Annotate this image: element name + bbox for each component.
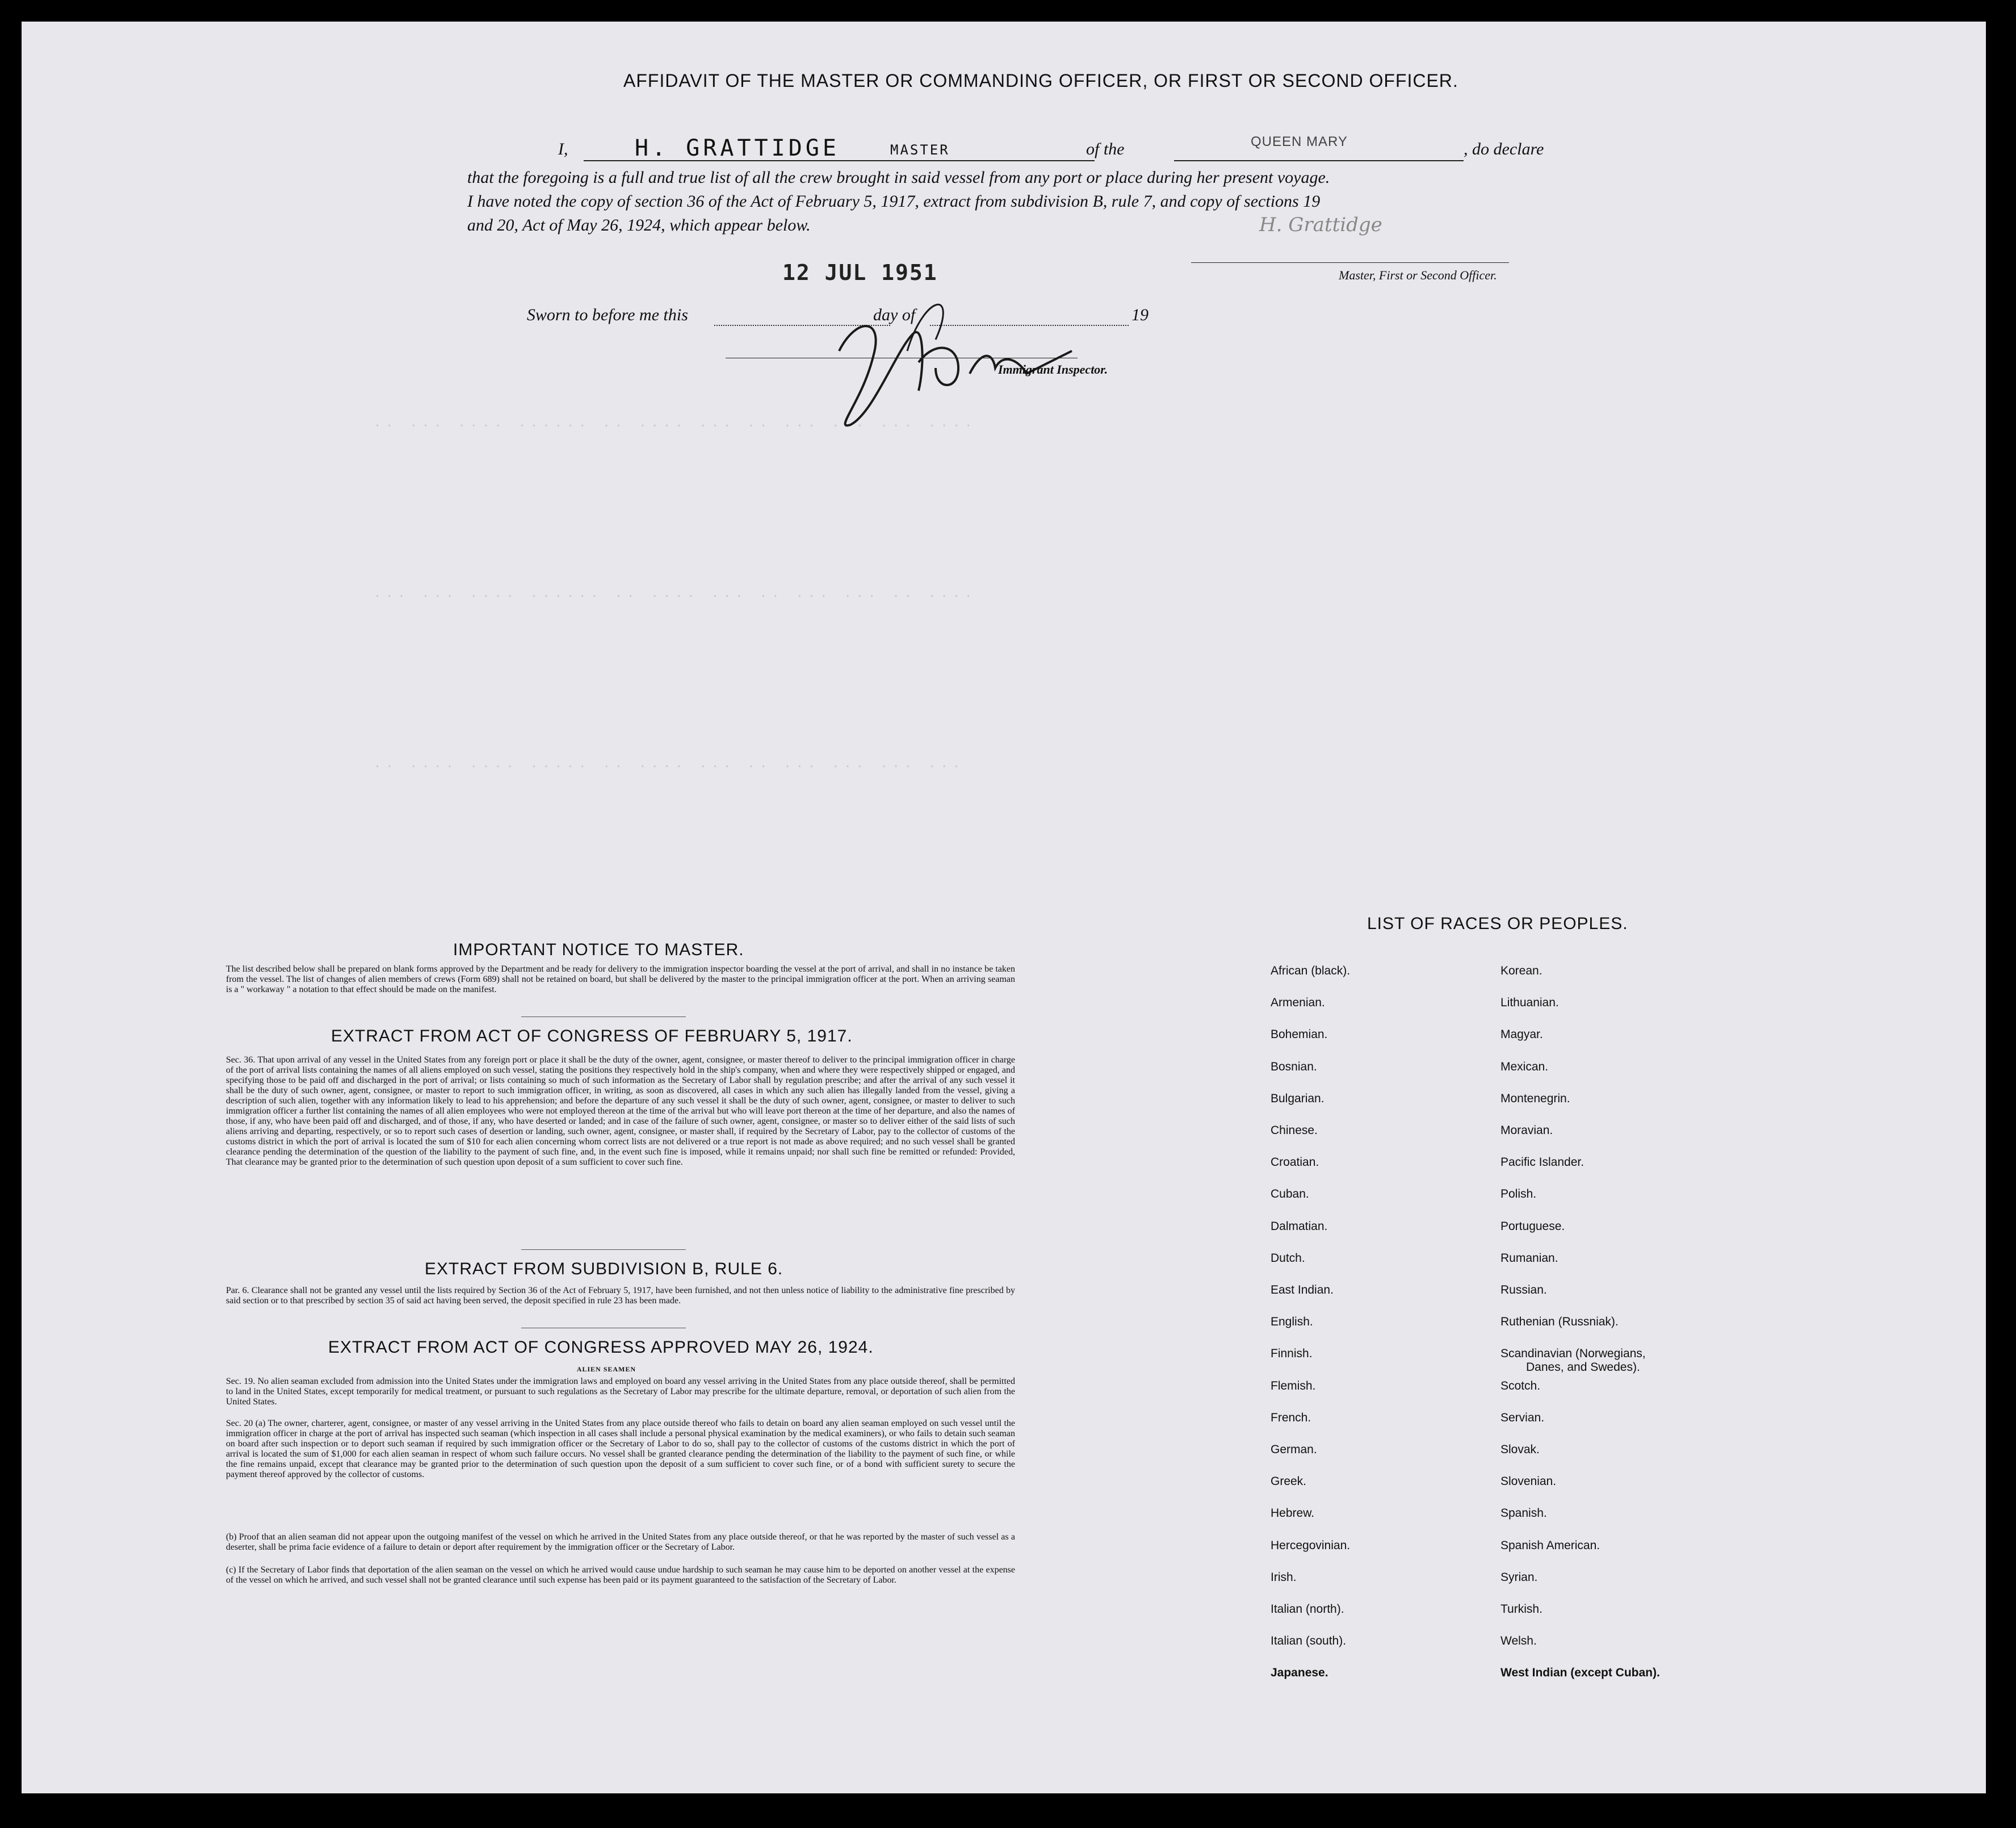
- race-item: East Indian.: [1271, 1283, 1334, 1296]
- race-item: Montenegrin.: [1501, 1091, 1570, 1105]
- race-item: Ruthenian (Russniak).: [1501, 1315, 1619, 1329]
- race-item: Lithuanian.: [1501, 996, 1559, 1010]
- race-item: Bohemian.: [1271, 1028, 1328, 1041]
- vessel-line: [1174, 160, 1464, 161]
- race-item: Slovak.: [1501, 1443, 1540, 1456]
- rule-6-text: Par. 6. Clearance shall not be granted any vessel until the lists required by Section 36 of the Act of February 5, 1917, have been furnished, and not then unless notice of liability to the administrative fine prescribed by said section or to that prescribed by section 35 of said act having been served, the deposit specified in rule 23 has been made.: [226, 1286, 1015, 1306]
- race-item: Servian.: [1501, 1411, 1545, 1424]
- race-item: Dalmatian.: [1271, 1219, 1328, 1233]
- race-item: Moravian.: [1501, 1124, 1553, 1137]
- notice-title: IMPORTANT NOTICE TO MASTER.: [453, 940, 744, 959]
- affidavit-line-2: that the foregoing is a full and true list of all the crew brought in said vessel from any port or place during her present voyage.: [467, 168, 1330, 187]
- race-item: Flemish.: [1271, 1379, 1316, 1392]
- race-item: Polish.: [1501, 1187, 1537, 1201]
- sec-20c-text: (c) If the Secretary of Labor finds that deportation of the alien seaman on the vessel on which he arrived would cause undue hardship to such seaman he may cause him to be deported on another vessel at the expense of the vessel on which he arrived, and such vessel shall not be granted clearance until such expense has been paid or its payment guaranteed to the satisfaction of the Secretary of Labor.: [226, 1565, 1015, 1585]
- race-item-continuation: Danes, and Swedes).: [1526, 1361, 1640, 1374]
- sworn-text: Sworn to before me this: [527, 306, 688, 324]
- alien-seamen-subtitle: ALIEN SEAMEN: [576, 1365, 636, 1373]
- race-item: Scandinavian (Norwegians,: [1501, 1347, 1646, 1361]
- document-page: [22, 22, 1986, 1793]
- race-item: Russian.: [1501, 1283, 1547, 1296]
- race-item: Syrian.: [1501, 1570, 1538, 1584]
- race-item: Pacific Islander.: [1501, 1156, 1585, 1169]
- race-item: Finnish.: [1271, 1347, 1313, 1361]
- race-item: Bulgarian.: [1271, 1091, 1325, 1105]
- act-1917-title: EXTRACT FROM ACT OF CONGRESS OF FEBRUARY 5, 1917.: [331, 1027, 853, 1045]
- date-stamp: 12 JUL 1951: [782, 260, 938, 285]
- master-caption: Master, First or Second Officer.: [1339, 268, 1497, 282]
- master-signature-line: [1191, 262, 1509, 263]
- bleed-through: ·· ···· ···· ····· ·· ···· ··· ·· ··· ··· ··· ···: [374, 760, 965, 774]
- race-item: Armenian.: [1271, 996, 1325, 1010]
- race-item: German.: [1271, 1443, 1317, 1456]
- race-item: Portuguese.: [1501, 1219, 1565, 1233]
- day-of-text: day of: [873, 306, 916, 324]
- bleed-through: ··· ··· ···· ······ ·· ···· ··· ·· ··· ··· ·· ····: [374, 589, 977, 604]
- year-prefix: 19: [1131, 306, 1149, 324]
- rule-6-title: EXTRACT FROM SUBDIVISION B, RULE 6.: [425, 1260, 783, 1278]
- race-item: Greek.: [1271, 1475, 1307, 1488]
- sec-20a-text: Sec. 20 (a) The owner, charterer, agent, consignee, or master of any vessel arriving in the United States from any place outside thereof who fails to detain on board any alien seaman employed on such vessel until the immigration officer in charge at the port of arrival has inspected such seaman (which inspection in all cases shall include a personal physical examination by the medical examiners), or who fails to detain such seaman on board after such inspection or to deport such seaman if required by such immigration officer or the Secretary of Labor to do so, shall pay to the collector of customs of the customs district in which the port of arrival is located the sum of $1,000 for each alien seaman in respect of whom such failure occurs. No vessel shall be granted clearance pending the determination of the liability to the payment of such fine, or while the fine remains unpaid, except that clearance may be granted prior to the determination of such question upon the deposit of a sum sufficient to cover such fine, or of a bond with sufficient surety to secure the payment thereof approved by the collector of customs.: [226, 1419, 1015, 1479]
- bleed-through: ·· ··· ···· ······ ·· ···· ··· ·· ··· ··· ··· ····: [374, 419, 977, 433]
- sec-19-text: Sec. 19. No alien seaman excluded from admission into the United States under the immigration laws and employed on board any vessel arriving in the United States from any place outside thereof, shall be permitted to land in the United States, except temporarily for medical treatment, or pursuant to such regulations as the Secretary of Labor may prescribe for the ultimate departure, removal, or deportation of such alien from the United States.: [226, 1377, 1015, 1407]
- race-item: Irish.: [1271, 1570, 1297, 1584]
- race-item: English.: [1271, 1315, 1313, 1329]
- race-item: Bosnian.: [1271, 1060, 1317, 1073]
- sec-20b-text: (b) Proof that an alien seaman did not appear upon the outgoing manifest of the vessel on which he arrived in the United States from any place outside thereof, or that he was reported by the master of such vessel as a deserter, shall be prima facie evidence of a failure to detain or deport after requirement by the immigration officer or the Secretary of Labor.: [226, 1532, 1015, 1552]
- race-item: Dutch.: [1271, 1251, 1305, 1265]
- divider: [521, 1249, 686, 1250]
- race-item: Hercegovinian.: [1271, 1538, 1351, 1552]
- race-item: Croatian.: [1271, 1156, 1319, 1169]
- affidavit-line-3: I have noted the copy of section 36 of the Act of February 5, 1917, extract from subdivision B, rule 7, and copy of sections 19: [467, 192, 1321, 211]
- race-item: African (black).: [1271, 964, 1351, 977]
- race-item: Welsh.: [1501, 1634, 1537, 1648]
- master-name-handwritten: H. GRATTIDGE: [635, 135, 840, 161]
- race-item: Magyar.: [1501, 1028, 1543, 1041]
- race-item: Mexican.: [1501, 1060, 1549, 1073]
- of-the-text: of the: [1086, 140, 1125, 158]
- races-title: LIST OF RACES OR PEOPLES.: [1367, 914, 1628, 933]
- rank-handwritten: MASTER: [890, 142, 950, 158]
- race-item: Spanish.: [1501, 1507, 1547, 1520]
- race-item: Spanish American.: [1501, 1538, 1600, 1552]
- race-item: Turkish.: [1501, 1603, 1543, 1616]
- act-1924-title: EXTRACT FROM ACT OF CONGRESS APPROVED MAY 26, 1924.: [328, 1338, 874, 1357]
- race-item: Korean.: [1501, 964, 1543, 977]
- inspector-caption: Immigrant Inspector.: [998, 362, 1108, 377]
- race-item: Rumanian.: [1501, 1251, 1558, 1265]
- affidavit-title: AFFIDAVIT OF THE MASTER OR COMMANDING OFFICER, OR FIRST OR SECOND OFFICER.: [623, 70, 1458, 91]
- race-item: Hebrew.: [1271, 1507, 1315, 1520]
- affidavit-line-4: and 20, Act of May 26, 1924, which appear below.: [467, 216, 811, 235]
- declare-text: , do declare: [1464, 140, 1544, 158]
- race-item: Chinese.: [1271, 1124, 1318, 1137]
- race-item: West Indian (except Cuban).: [1501, 1666, 1660, 1680]
- vessel-name-stamp: QUEEN MARY: [1251, 134, 1348, 149]
- notice-text: The list described below shall be prepared on blank forms approved by the Department and be ready for delivery to the immigration inspector boarding the vessel at the port of arrival, and shall in no instance be taken from the vessel. The list of changes of alien members of crews (Form 689) shall not be retained on board, but shall be delivered by the master to the principal immigration officer at the port. When an arriving seaman is a " workaway " a notation to that effect should be made on the manifest.: [226, 964, 1015, 994]
- race-item: Slovenian.: [1501, 1475, 1557, 1488]
- affidavit-intro: I,: [558, 140, 568, 158]
- race-item: French.: [1271, 1411, 1311, 1424]
- race-item: Italian (south).: [1271, 1634, 1347, 1648]
- race-item: Scotch.: [1501, 1379, 1541, 1392]
- race-item: Cuban.: [1271, 1187, 1309, 1201]
- master-signature: H. Grattidge: [1259, 214, 1382, 236]
- act-1917-text: Sec. 36. That upon arrival of any vessel in the United States from any foreign port or place it shall be the duty of the owner, agent, consignee, or master thereof to deliver to the principal immigration officer in charge of the port of arrival lists containing the names of all aliens employed on such vessel, stating the positions they respectively hold in the ship's company, when and where they were respectively shipped or engaged, and specifying those to be paid off and discharged in the port of arrival; or lists containing so much of such information as the Secretary of Labor shall by regulation prescribe; and after the arrival of any such vessel it shall be the duty of such owner, agent, consignee, or master to report to such immigration officer, in writing, as soon as discovered, all cases in which any such alien has illegally landed from the vessel, giving a description of such alien, together with any information likely to lead to his apprehension; and before the departure of any such vessel it shall be the duty of such owner, agent, consignee, or master to deliver to such immigration officer a further list containing the names of all alien employees who were not employed thereon at the time of the arrival but who will leave port thereon at the time of her departure, and also the names of those, if any, who have been paid off and discharged, and of those, if any, who have deserted or landed; and in case of the failure of such owner, agent, consignee, or master so to deliver either of the said lists of such aliens arriving and departing, respectively, or so to report such cases of desertion or landing, such owner, agent, consignee, or master shall, if required by the Secretary of Labor, pay to the collector of customs of the customs district in which the port of arrival is located the sum of $10 for each alien concerning whom correct lists are not delivered or a true report is not made as above required; and no such vessel shall be granted clearance pending the determination of the question of the liability to the payment of such fine, and, in the event such fine is imposed, while it remains unpaid; nor shall such fine be remitted or refunded: Provided, That clearance may be granted prior to the determination of such question upon deposit of a sum sufficient to cover such fine.: [226, 1055, 1015, 1167]
- race-item: Italian (north).: [1271, 1603, 1344, 1616]
- race-item: Japanese.: [1271, 1666, 1328, 1680]
